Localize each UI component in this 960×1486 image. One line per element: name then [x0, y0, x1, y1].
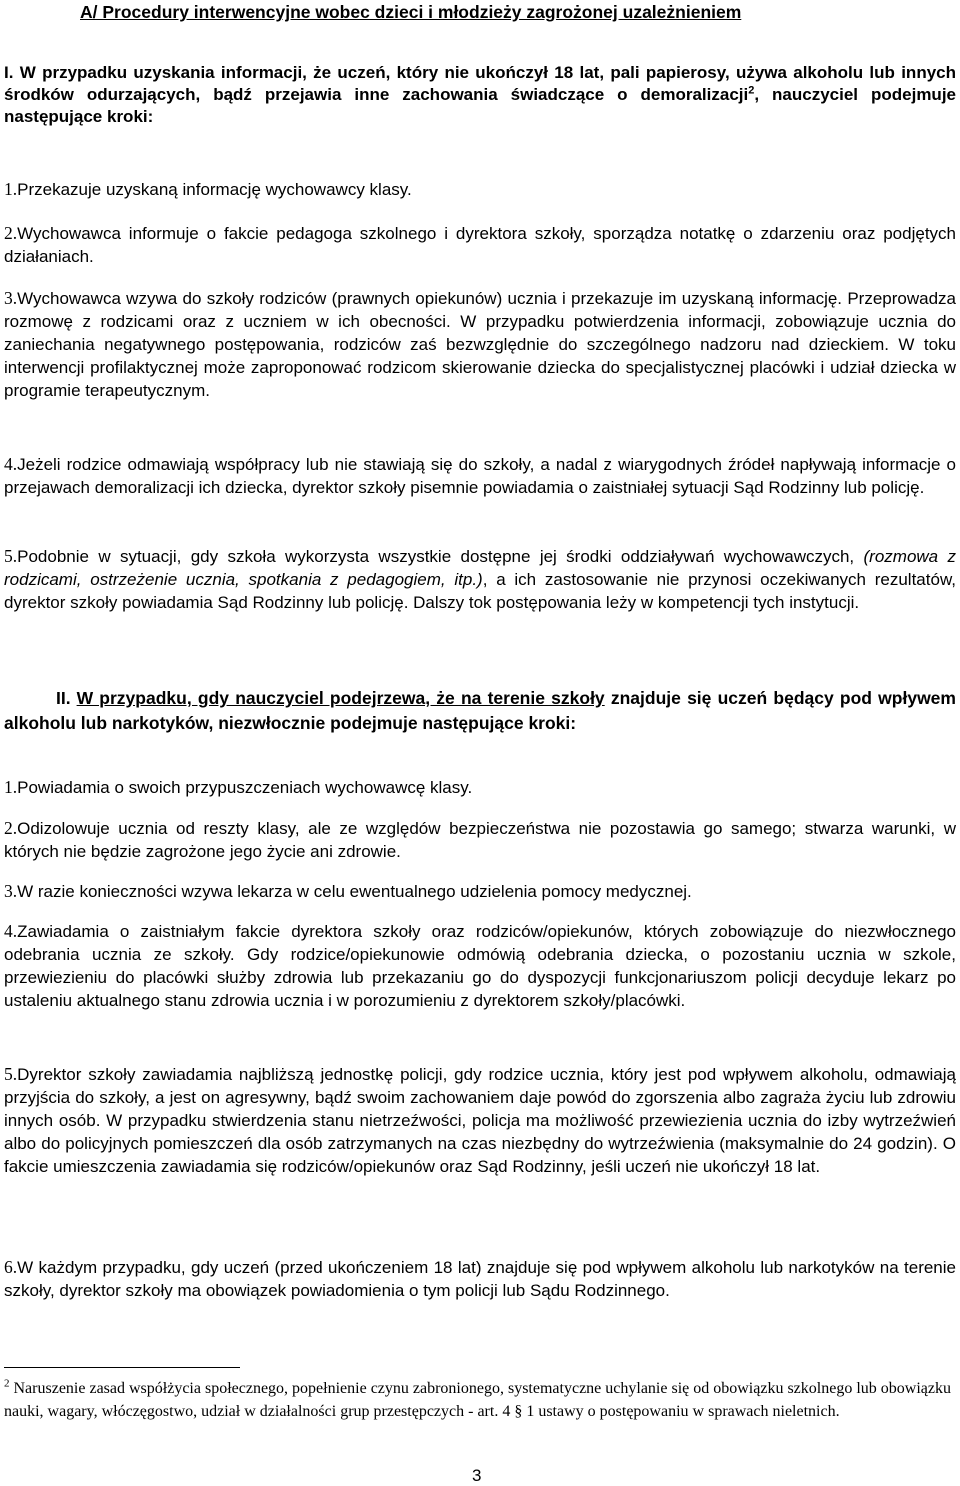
- document-title: A/ Procedury interwencyjne wobec dzieci i młodzieży zagrożonej uzależnieniem: [80, 2, 742, 22]
- item-number: 2.: [4, 818, 18, 838]
- item-text: Dyrektor szkoły zawiadamia najbliższą jednostkę policji, gdy rodzice ucznia, który jest pod wpływem alkoholu, odmawiają przyjścia do szkoły, a jest on agresywny, bądź swoim zachowaniem daje powód do zgorszenia albo zagraża życiu lub zdrowiu innych osób. W przypadku stwierdzenia stanu nietrzeźwości, policja ma możliwość przewiezienia ucznia do izby wytrzeźwień albo do policyjnych pomieszczeń dla osób zatrzymanych na czas niezbędny do wytrzeźwienia (maksymalnie do 24 godzin). O fakcie umieszczenia zawiadamia się rodziców/opiekunów oraz Sąd Rodzinny, jeśli uczeń nie ukończył 18 lat.: [4, 1065, 956, 1176]
- section-2-item-5: [4, 1063, 956, 1178]
- item-text: W razie konieczności wzywa lekarza w celu ewentualnego udzielenia pomocy medycznej.: [17, 882, 692, 901]
- section-2-roman: II.: [56, 688, 71, 708]
- section-2-heading-rest: znajduje się uczeń będący pod wpływem alkoholu lub narkotyków, niezwłocznie podejmuje następujące kroki:: [4, 688, 956, 733]
- item-number: 1.: [4, 179, 18, 199]
- section-2-heading: [4, 686, 956, 736]
- section-1-roman: I.: [4, 63, 14, 82]
- section-1-item-5: [4, 545, 956, 614]
- item-text: Odizolowuje ucznia od reszty klasy, ale ze względów bezpieczeństwa nie pozostawia go samego; stwarza warunki, w których nie będzie zagrożone jego życie ani zdrowie.: [4, 819, 956, 861]
- section-2-heading-underlined: W przypadku, gdy nauczyciel podejrzewa, że na terenie szkoły: [76, 688, 605, 708]
- footnote-number: 2: [4, 1377, 10, 1390]
- item-number: 2.: [4, 223, 18, 243]
- item-text-italic: (rozmowa z rodzicami, ostrzeżenie ucznia, spotkania z pedagogiem, itp.): [4, 547, 956, 589]
- item-number: 6.: [4, 1257, 18, 1277]
- section-1-item-2: [4, 222, 956, 268]
- section-1-item-3: [4, 287, 956, 402]
- item-number: 5.: [4, 546, 18, 566]
- item-number: 3.: [4, 288, 18, 308]
- item-text: Jeżeli rodzice odmawiają współpracy lub nie stawiają się do szkoły, a nadal z wiarygodnych źródeł napływają informacje o przejawach demoralizacji ich dziecka, dyrektor szkoły pisemnie powiadamia o zaistniałej sytuacji Sąd Rodzinny lub policję.: [4, 455, 956, 497]
- section-2-item-1: [4, 776, 956, 799]
- item-text: W każdym przypadku, gdy uczeń (przed ukończeniem 18 lat) znajduje się pod wpływem alkoholu lub narkotyków na terenie szkoły, dyrektor szkoły ma obowiązek powiadomienia o tym policji lub Sądu Rodzinnego.: [4, 1258, 956, 1300]
- footnote: [4, 1377, 956, 1423]
- item-text-before: Podobnie w sytuacji, gdy szkoła wykorzysta wszystkie dostępne jej środki oddziaływań wychowawczych,: [17, 547, 864, 566]
- section-2-item-2: [4, 817, 956, 863]
- item-text: Przekazuje uzyskaną informację wychowawcy klasy.: [17, 180, 412, 199]
- footnote-divider: [4, 1367, 240, 1368]
- section-2-item-4: [4, 920, 956, 1012]
- item-text: Zawiadamia o zaistniałym fakcie dyrektora szkoły oraz rodziców/opiekunów, których zobowiązuje do niezwłocznego odebrania ucznia ze szkoły. Gdy rodzice/opiekunowie odmówią odebrania dziecka, o pozostaniu ucznia w szkole, przewiezieniu do placówki służby zdrowia lub przekazaniu go do dyspozycji funkcjonariuszom policji decyduje lekarz po ustaleniu aktualnego stanu zdrowia ucznia i w porozumieniu z dyrektorem szkoły/placówki.: [4, 922, 956, 1010]
- item-number: 4.: [4, 921, 18, 941]
- page-number: 3: [472, 1466, 482, 1485]
- item-text: Wychowawca wzywa do szkoły rodziców (prawnych opiekunów) ucznia i przekazuje im uzyskaną informację. Przeprowadza rozmowę z rodzicami oraz z uczniem w ich obecności. W przypadku potwierdzenia informacji, zobowiązuje ucznia do zaniechania negatywnego postępowania, rodziców zaś bezwzględnie do szczególnego nadzoru nad dzieckiem. W toku interwencji profilaktycznej może zaproponować rodzicom skierowanie dziecka do specjalistycznej placówki i udział dziecka w programie terapeutycznym.: [4, 289, 956, 400]
- item-text: Wychowawca informuje o fakcie pedagoga szkolnego i dyrektora szkoły, sporządza notatkę o zdarzeniu oraz podjętych działaniach.: [4, 224, 956, 266]
- item-number: 1.: [4, 777, 18, 797]
- section-1-item-1: [4, 178, 956, 201]
- item-text: Powiadamia o swoich przypuszczeniach wychowawcę klasy.: [17, 778, 473, 797]
- footnote-text: Naruszenie zasad współżycia społecznego, popełnienie czynu zabronionego, systematyczne uchylanie się od obowiązku szkolnego lub obowiązku nauki, wagary, włóczęgostwo, udział w działalności grup przestępczych - art. 4 § 1 ustawy o postępowaniu w sprawach nieletnich.: [4, 1380, 951, 1420]
- section-2-item-3: [4, 880, 956, 903]
- item-number: 5.: [4, 1064, 18, 1084]
- section-1-heading: [4, 62, 956, 128]
- item-number: 3.: [4, 881, 18, 901]
- section-1-item-4: [4, 453, 956, 499]
- section-1-heading-tail: , nauczyciel podejmuje następujące kroki:: [4, 85, 956, 126]
- item-number: 4.: [4, 454, 18, 474]
- section-1-heading-text: W przypadku uzyskania informacji, że uczeń, który nie ukończył 18 lat, pali papierosy, używa alkoholu lub innych środków odurzających, bądź przejawia inne zachowania świadczące o demoralizacji: [4, 63, 956, 104]
- item-text-after: , a ich zastosowanie nie przynosi oczekiwanych rezultatów, dyrektor szkoły powiadamia Sąd Rodzinny lub policję. Dalszy tok postępowania leży w kompetencji tych instytucji.: [4, 570, 957, 612]
- footnote-ref[interactable]: 2: [748, 84, 755, 97]
- section-2-item-6: [4, 1256, 956, 1302]
